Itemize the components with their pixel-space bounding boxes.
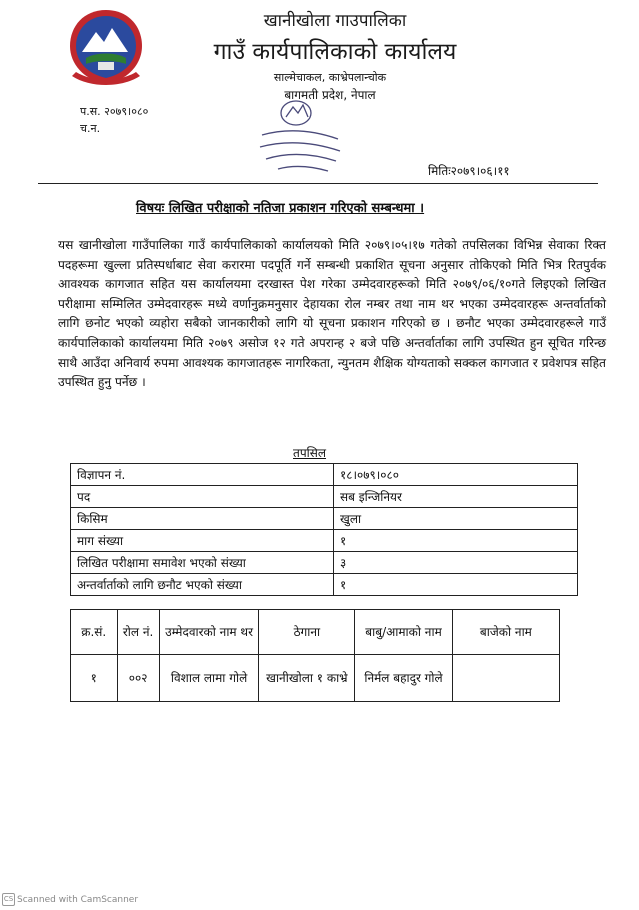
office-stamp: [248, 95, 348, 177]
info-value: खुला: [334, 508, 578, 530]
address-line-2: बागमती प्रदेश, नेपाल: [284, 88, 376, 102]
table-header-row: [71, 610, 560, 655]
info-label: विज्ञापन नं.: [71, 464, 334, 486]
letter-number: प.स. २०७९।०८०: [80, 105, 149, 118]
cell-address: खानीखोला १ काभ्रे: [259, 655, 355, 702]
letter-date: मितिः२०७९।०६।११: [428, 164, 510, 178]
col-header-address: ठेगाना: [259, 610, 355, 655]
table-row: [71, 530, 578, 552]
table-row: [71, 464, 578, 486]
col-header-name: उम्मेदवारको नाम थर: [159, 610, 259, 655]
table-row: [71, 508, 578, 530]
office-name: गाउँ कार्यपालिकाको कार्यालय: [213, 39, 457, 65]
info-value: सब इन्जिनियर: [334, 486, 578, 508]
cell-grandfather: [452, 655, 559, 702]
info-label: किसिम: [71, 508, 334, 530]
table-row: [71, 574, 578, 596]
address-line-1: साल्मेचाकल, काभ्रेपलान्चोक: [273, 71, 387, 84]
nepal-emblem-logo: [62, 6, 150, 88]
info-label: माग संख्या: [71, 530, 334, 552]
municipality-name: खानीखोला गाउपालिका: [263, 11, 407, 31]
col-header-serial: क्र.सं.: [71, 610, 118, 655]
table-row: [71, 486, 578, 508]
info-value: १८।०७९।०८०: [334, 464, 578, 486]
info-value: १: [334, 574, 578, 596]
letter-subject: विषयः लिखित परीक्षाको नतिजा प्रकाशन गरिएको सम्बन्धमा ।: [136, 201, 425, 216]
notice-body: यस खानीखोला गाउँपालिका गाउँ कार्यपालिकाको कार्यालयको मिति २०७९।०५।१७ गतेको तपसिलका विभिन्न सेवाका रिक्त पदहरूमा खुल्ला प्रतिस्पर्धाबाट सेवा करारमा पदपूर्ति गर्ने सम्बन्धी प्रकाशित सूचना अनुसार तोकिएको मिति भित्र रितपुर्वक आवश्यक कागजात सहित यस कार्यालयमा दरखास्त पेश गरेका उम्मेदवारहरूको मिति २०७९/०६/१०गते लिइएको लिखित परीक्षामा सम्मिलित उम्मेदवारहरू मध्ये वर्णानुक्रमनुसार देहायका रोल नम्बर तथा नाम थर भएका उम्मेदवारहरू अन्तर्वार्ताको लागि छनोट भएको व्यहोरा सबैको जानकारीको लागि यो सूचना प्रकाशन गरिएको छ । छनौट भएका उम्मेदवारहरूले गाउँ कार्यपालिकाको कार्यालयमा मिति २०७९ असोज १२ गते अपरान्ह २ बजे पछि अन्तर्वार्ताका लागि उपस्थित हुन सूचित गरिन्छ साथै आउँदा अनिवार्य रुपमा आवश्यक कागजातहरू नागरिकता, न्युनतम शैक्षिक योग्यताको सक्कल कागजात र प्रवेशपत्र सहित उपस्थित हुनु पर्नेछ ।: [58, 238, 606, 390]
vacancy-info-table: [70, 463, 578, 596]
info-label: अन्तर्वार्ताको लागि छनौट भएको संख्या: [71, 574, 334, 596]
header-divider: [38, 183, 598, 184]
info-value: १: [334, 530, 578, 552]
camscanner-icon: CS: [2, 893, 15, 906]
cell-serial: १: [71, 655, 118, 702]
candidate-table: [70, 609, 560, 702]
info-value: ३: [334, 552, 578, 574]
info-label: लिखित परीक्षामा समावेश भएको संख्या: [71, 552, 334, 574]
table-row: [71, 552, 578, 574]
col-header-grandfather: बाजेको नाम: [452, 610, 559, 655]
cell-name: विशाल लामा गोले: [159, 655, 259, 702]
scanner-text: Scanned with CamScanner: [17, 895, 139, 905]
dispatch-number: च.न.: [80, 122, 101, 135]
col-header-parent: बाबु/आमाको नाम: [355, 610, 452, 655]
cell-parent: निर्मल बहादुर गोले: [355, 655, 452, 702]
schedule-label: तपसिल: [293, 446, 327, 460]
table-row: [71, 655, 560, 702]
cell-roll: ००२: [117, 655, 159, 702]
scanner-watermark: [2, 893, 138, 906]
info-label: पद: [71, 486, 334, 508]
col-header-roll: रोल नं.: [117, 610, 159, 655]
